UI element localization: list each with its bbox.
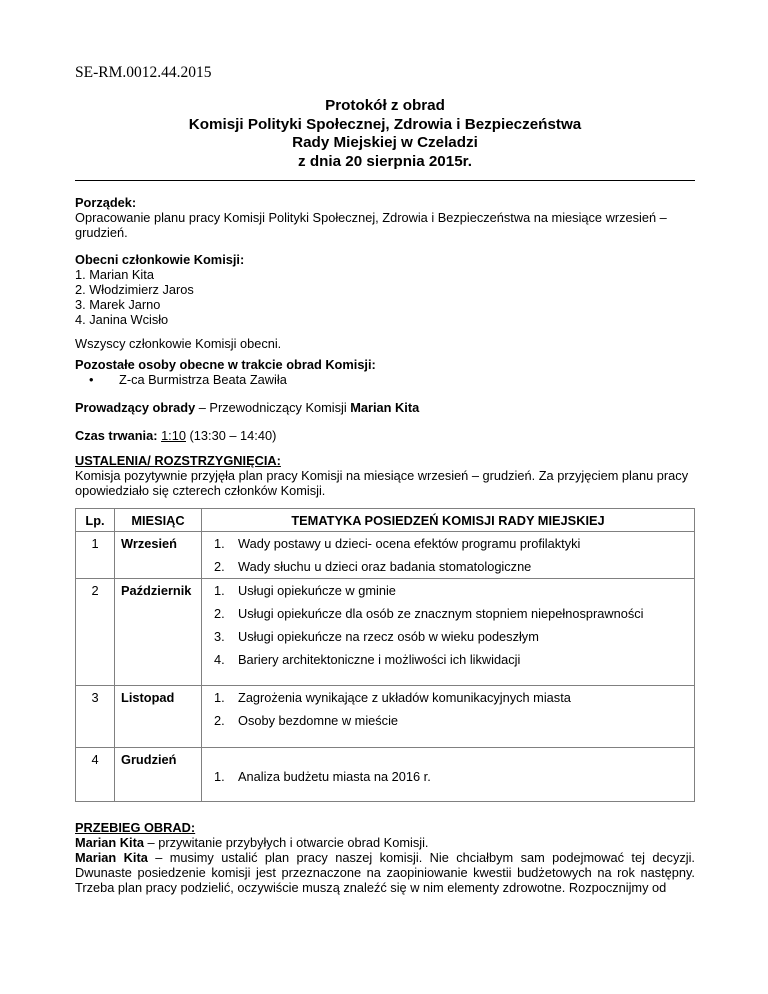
chair-mid: – Przewodniczący Komisji: [195, 400, 351, 415]
member-item: 2. Włodzimierz Jaros: [75, 282, 194, 297]
header-lp: Lp.: [76, 509, 115, 532]
document-title: [75, 97, 695, 171]
row-month: Wrzesień: [115, 532, 202, 579]
title-line-4: z dnia 20 sierpnia 2015r.: [298, 152, 472, 170]
row-lp: 1: [76, 532, 115, 579]
chair-line: [75, 400, 695, 415]
resolutions-heading: USTALENIA/ ROZSTRZYGNIĘCIA:: [75, 453, 281, 468]
row-lp: 2: [76, 579, 115, 686]
members-heading: Obecni członkowie Komisji:: [75, 252, 245, 267]
work-plan-table: [75, 508, 695, 802]
topic-item: 1. Usługi opiekuńcze w gminie: [214, 583, 396, 598]
reference-number: SE-RM.0012.44.2015: [75, 64, 212, 81]
resolutions-text: Komisja pozytywnie przyjęła plan pracy Komisji na miesiące wrzesień – grudzień. Za przyjęciem planu pracy opowiedziało się czterech członków Komisji.: [75, 468, 689, 498]
row-topics: [202, 686, 695, 748]
row-month: Listopad: [115, 686, 202, 748]
title-line-2: Komisji Polityki Społecznej, Zdrowia i Bezpieczeństwa: [188, 115, 582, 133]
bullet-icon: •: [89, 372, 94, 387]
row-month: Październik: [115, 579, 202, 686]
members-note: Wszyscy członkowie Komisji obecni.: [75, 336, 282, 351]
topic-item: 1. Analiza budżetu miasta na 2016 r.: [214, 769, 431, 784]
topic-item: 4. Bariery architektoniczne i możliwości ich likwidacji: [214, 652, 521, 667]
resolutions-section: [75, 453, 695, 498]
row-topics: [202, 748, 695, 802]
table-row: [76, 579, 695, 686]
others-section: [75, 357, 695, 387]
others-item: Z-ca Burmistrza Beata Zawiła: [119, 372, 287, 387]
row-topics: [202, 532, 695, 579]
agenda-section: [75, 195, 695, 240]
proceedings-paragraph: Marian Kita – musimy ustalić plan pracy naszej komisji. Nie chciałbym sam podejmować tej decyzji. Dwunaste posiedzenie komisji jest przeznaczone na zaopiniowanie kwestii budżetowych na rok następny. Trzeba plan pracy podzielić, oczywiście muszą znaleźć się w nim elementy zdrowotne. Rozpocznijmy od: [75, 850, 695, 895]
row-topics: [202, 579, 695, 686]
topic-item: 2. Wady słuchu u dzieci oraz badania stomatologiczne: [214, 559, 532, 574]
others-heading: Pozostałe osoby obecne w trakcie obrad Komisji:: [75, 357, 376, 372]
topic-item: 3. Usługi opiekuńcze na rzecz osób w wieku podeszłym: [214, 629, 539, 644]
agenda-text: Opracowanie planu pracy Komisji Polityki Społecznej, Zdrowia i Bezpieczeństwa na miesiące wrzesień – grudzień.: [75, 210, 667, 240]
duration-line: [75, 428, 695, 443]
table-row: [76, 532, 695, 579]
member-item: 4. Janina Wcisło: [75, 312, 169, 327]
table-row: [76, 686, 695, 748]
header-month: MIESIĄC: [115, 509, 202, 532]
title-line-3: Rady Miejskiej w Czeladzi: [292, 134, 478, 151]
topic-item: 1. Zagrożenia wynikające z układów komunikacyjnych miasta: [214, 690, 571, 705]
duration-label: Czas trwania:: [75, 428, 158, 443]
table-header-row: [76, 509, 695, 532]
topic-item: 2. Usługi opiekuńcze dla osób ze znacznym stopniem niepełnosprawności: [214, 606, 644, 621]
member-item: 3. Marek Jarno: [75, 297, 161, 312]
chair-label: Prowadzący obrady: [75, 400, 196, 415]
topic-item: 2. Osoby bezdomne w mieście: [214, 713, 399, 728]
title-line-1: Protokół z obrad: [325, 97, 445, 114]
proceedings-paragraph: Marian Kita – przywitanie przybyłych i otwarcie obrad Komisji.: [75, 835, 429, 850]
row-lp: 4: [76, 748, 115, 802]
topic-item: 1. Wady postawy u dzieci- ocena efektów programu profilaktyki: [214, 536, 581, 551]
chair-name: Marian Kita: [350, 400, 420, 415]
duration-value: 1:10: [161, 428, 186, 443]
duration-range: (13:30 – 14:40): [185, 428, 277, 443]
proceedings-section: [75, 820, 695, 895]
proceedings-heading: PRZEBIEG OBRAD:: [75, 820, 196, 835]
header-topics: TEMATYKA POSIEDZEŃ KOMISJI RADY MIEJSKIEJ: [202, 509, 695, 532]
row-month: Grudzień: [115, 748, 202, 802]
row-lp: 3: [76, 686, 115, 748]
agenda-heading: Porządek:: [75, 195, 137, 210]
members-section: [75, 252, 695, 327]
title-divider: [75, 180, 695, 181]
table-row: [76, 748, 695, 802]
member-item: 1. Marian Kita: [75, 267, 154, 282]
